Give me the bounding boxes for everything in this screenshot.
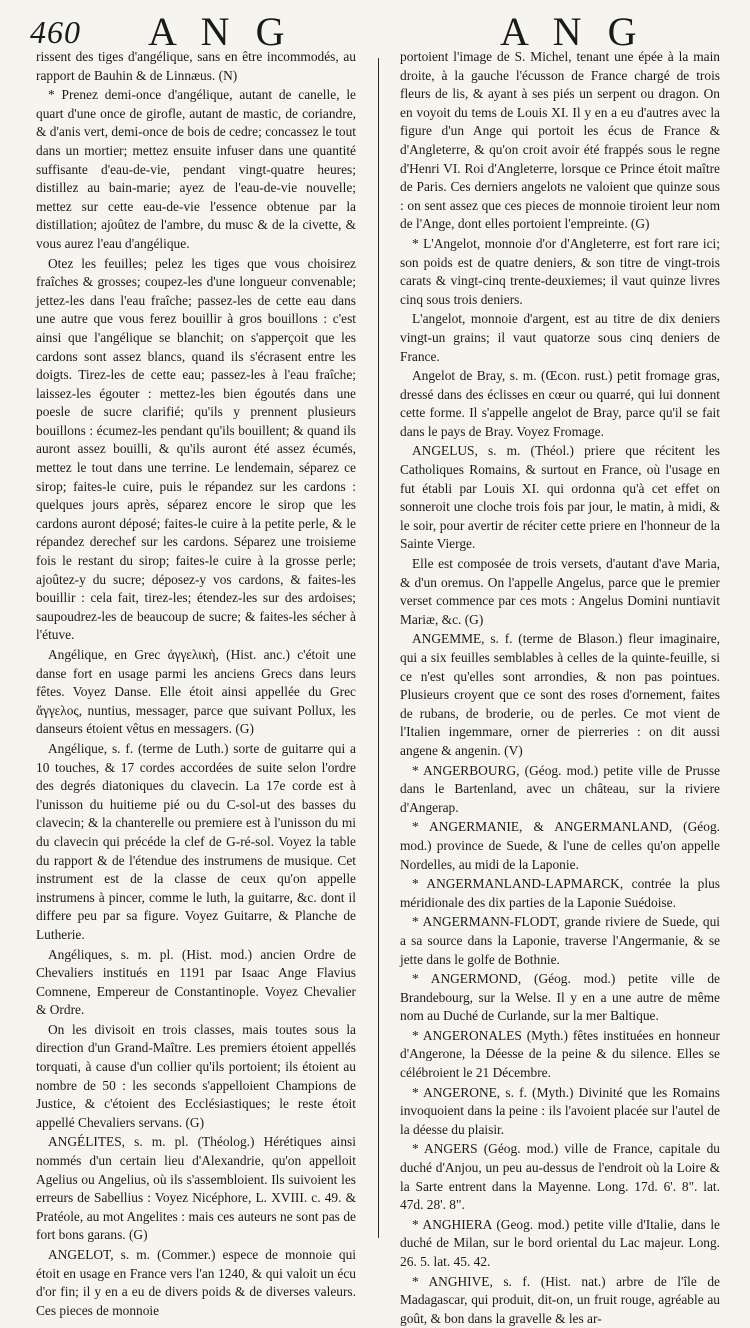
entry-angeliques: Angéliques, s. m. pl. (Hist. mod.) ancien Ordre de Chevaliers institués en 1191 par Isaac Ange Flavius Comnene, Empereur de Constantinople. Voyez Chevalier & Ordre.: [36, 946, 356, 1018]
entry-anghive: * ANGHIVE, s. f. (Hist. nat.) arbre de l'île de Madagascar, qui produit, dit-on, un fruit rouge, agréable au goût, & bon dans la gravelle & les ar-: [400, 1273, 720, 1326]
entry-angelique-luth: Angélique, s. f. (terme de Luth.) sorte de guitarre qui a 10 touches, & 17 cordes accordées de suite selon l'ordre des degrés diatoniques du clavecin. La 17e corde est à l'unisson du huitieme pié ou du C-sol-ut des basses du clavecin; & la chanterelle ou premiere est à l'unisson du mi du clavecin qui précéde la clef de G-ré-sol. Voyez la table du rapport & de l'étendue des instrumens de musique. Cet instrument est de la classe de ceux qu'on appelle instrumens à pincer, comme le luth, la guitarre, &c. dont il differe peu par sa figure. Voyez Guitarre, & Planche de Lutherie.: [36, 740, 356, 942]
entry-angeronales: * ANGERONALES (Myth.) fêtes instituées en honneur d'Angerone, la Déesse de la peine & du silence. Elles se célébroient le 21 Décembre.: [400, 1027, 720, 1081]
entry-angemme: ANGEMME, s. f. (terme de Blason.) fleur imaginaire, qui a six feuilles semblables à celles de la quinte-feuille, si ce n'est qu'elles sont arrondies, & non pas pointues. Plusieurs croyent que ce sont des roses d'ornement, faites de rubans, de broderie, ou de perles. Ce mot vient de l'Italien ingemmare, orner de pierreries : on dit aussi angene & angenin. (V): [400, 631, 720, 758]
paragraph: rissent des tiges d'angélique, sans en être incommodés, au rapport de Bauhin & de Linnæus. (N): [36, 49, 356, 83]
entry-angermond: * ANGERMOND, (Géog. mod.) petite ville de Brandebourg, sur la Welse. Il y en a une autre de même nom au Duché de Curlande, sur la mer Baltique.: [400, 971, 720, 1024]
running-head-left: A N G: [148, 9, 293, 54]
entry-angelique-danse: Angélique, en Grec ἀγγελικὴ, (Hist. anc.) c'étoit une danse fort en usage parmi les anciens Grecs dans leurs fêtes. Voyez Danse. Elle étoit ainsi appellée du Grec ἄγγελος, nuntius, messager, parce que suivant Pollux, les danseurs étoient vêtus en messagers. (G): [36, 647, 356, 737]
entry-angermanland-lapmarck: * ANGERMANLAND-LAPMARCK, contrée la plus méridionale des dix parties de la Laponie Suédoise.: [400, 876, 720, 910]
entry-angermann-flodt: * ANGERMANN-FLODT, grande riviere de Suede, qui a sa source dans la Laponie, traverse l'Angermanie, & se jette dans le golfe de Bothnie.: [400, 914, 720, 967]
running-head-right: A N G: [500, 9, 645, 54]
paragraph: Elle est composée de trois versets, d'autant d'ave Maria, & d'un oremus. On l'appelle Angelus, parce que le premier verset commence par ces mots : Angelus Domini nuntiavit Mariæ, &c. (G): [400, 556, 720, 627]
entry-angelot: ANGELOT, s. m. (Commer.) espece de monnoie qui étoit en usage en France vers l'an 1240, & qui valoit un écu d'or fin; il y en a eu de divers poids & de diverses valeurs. Ces pieces de monnoie: [36, 1247, 356, 1318]
paragraph: L'angelot, monnoie d'argent, est au titre de dix deniers vingt-un grains; il vaut quatorze sous cinq deniers de France.: [400, 311, 720, 364]
entry-angers: * ANGERS (Géog. mod.) ville de France, capitale du duché d'Anjou, un peu au-dessus de l'endroit où la Loire & la Sarte entrent dans la Mayenne. Long. 17d. 6'. 8". lat. 47d. 28'. 8".: [400, 1141, 720, 1213]
column-divider: [378, 58, 379, 1238]
paragraph: Otez les feuilles; pelez les tiges que vous choisirez fraîches & grosses; coupez-les d'une longueur convenable; jettez-les dans l'eau fraîche; passez-les de cette eau dans une autre que vous ferez bouillir à gros bouillons : c'est ainsi que l'angélique se blanchit; on s'apperçoit que les cardons sont assez blancs, quand ils s'écrasent entre les doigts. Tirez-les de cette eau; passez-les à l'eau fraîche; laissez-les égouter : mettez-les bien égoutés dans une poesle de sucre clarifié; qu'ils y prennent plusieurs bouillons : écumez-les pendant qu'ils bouillent; & quand ils auront assez bouilli, & qu'ils auront été assez écumés, mettez le tout dans une terrine. Le lendemain, séparez ce sirop; faites-le cuire, puis le répandez sur les cardons : quelques jours après, séparez encore le sirop que les cardons auront déposé; faites-le cuire à la petite perle, & le répandez derechef sur les cardons. Séparez une troisieme fois le restant du sirop; faites-le cuire à la grosse perle; ajoûtez-y du sucre; déposez-y vos cardons, & faites-les bouillir : cela fait, tirez-les; étendez-les sur des ardoises; saupoudrez-les de beaucoup de sucre; & faites-les sécher à l'étuve.: [36, 255, 356, 643]
entry-angermanie: * ANGERMANIE, & ANGERMANLAND, (Géog. mod.) province de Suede, & l'une de celles qu'on appelle Nordelles, au midi de la Laponie.: [400, 819, 720, 872]
paragraph: On les divisoit en trois classes, mais toutes sous la direction d'un Grand-Maître. Les premiers étoient appellés torquati, à cause d'un collier qu'ils portoient; ils étoient au nombre de 50 : les seconds s'appelloient Champions de Justice, & c'étoient des Ecclésiastiques; le reste étoit appellé Chevaliers servans. (G): [36, 1021, 356, 1130]
entry-angelites: ANGÉLITES, s. m. pl. (Théolog.) Hérétiques ainsi nommés d'un certain lieu d'Alexandrie, qu'on appelloit Agelius ou Angelius, où ils s'assembloient. Ils suivoient les erreurs de Sabellius : Voyez Nicéphore, L. XVIII. c. 49. & Pratéole, au mot Angelites : mais ces auteurs ne sont pas de fort bons garans. (G): [36, 1134, 356, 1243]
entry-angerbourg: * ANGERBOURG, (Géog. mod.) petite ville de Prusse dans le Bartenland, avec un château, sur la riviere d'Angerap.: [400, 762, 720, 815]
entry-angelot-or: * L'Angelot, monnoie d'or d'Angleterre, est fort rare ici; son poids est de quatre deniers, & son titre de vingt-trois carats & vingt-cinq trente-deuxiemes; il vaut quinze livres cinq sous trois deniers.: [400, 235, 720, 307]
paragraph: portoient l'image de S. Michel, tenant une épée à la main droite, à la gauche l'écusson de France chargé de trois fleurs de lis, & ayant à ses piés un serpent ou dragon. On en voyoit du tems de Louis XI. Il y en a eu d'autres avec la figure d'un Ange qui portoit les écus de France & d'Angleterre, & qu'on croit avoir été frappés sous le regne d'Henri VI. Roi d'Angleterre, lorsque ce Prince étoit maître de Paris. Ces derniers angelots ne valoient que quinze sous : on sent assez que ces pieces de monnoie tiroient leur nom de l'Ange, dont elles portoient l'empreinte. (G): [400, 49, 720, 232]
left-column: [36, 48, 356, 1318]
entry-angerone: * ANGERONE, s. f. (Myth.) Divinité que les Romains invoquoient dans la peine : ils l'avoient placée sur l'autel de la déesse du plaisir.: [400, 1084, 720, 1137]
right-column: [400, 48, 720, 1326]
page-header: [0, 8, 750, 54]
page-number: 460: [30, 14, 81, 50]
entry-angelus: ANGELUS, s. m. (Théol.) priere que récitent les Catholiques Romains, & surtout en France, où l'usage en fut établi par Louis XI. qui ordonna qu'à cet effet on sonneroit une cloche trois fois par jour, le matin, à midi, & le soir, pour avertir de réciter cette priere en l'honneur de la Sainte Vierge.: [400, 443, 720, 552]
entry-anghiera: * ANGHIERA (Geog. mod.) petite ville d'Italie, dans le duché de Milan, sur le bord oriental du Lac majeur. Long. 26. 5. lat. 45. 42.: [400, 1216, 720, 1269]
paragraph: * Prenez demi-once d'angélique, autant de canelle, le quart d'une once de girofle, autant de mastic, de coriandre, & d'anis vert, demi-once de bois de cedre; concassez le tout dans un mortier; mettez ensuite infuser dans une quantité suffisante d'eau-de-vie, pendant vingt-quatre heures; distillez au bain-marie; ayez de l'eau-de-vie nouvelle; mettez sur cette eau-de-vie l'essence obtenue par la distillation; ajoûtez de l'ambre, du musc & de la civette, & vous aurez l'eau d'angélique.: [36, 87, 356, 251]
entry-angelot-de-bray: Angelot de Bray, s. m. (Œcon. rust.) petit fromage gras, dressé dans des éclisses en cœur ou quarré, qui lui donnent cette forme. Il s'appelle angelot de Bray, parce qu'il se fait dans le pays de Bray. Voyez Fromage.: [400, 368, 720, 439]
